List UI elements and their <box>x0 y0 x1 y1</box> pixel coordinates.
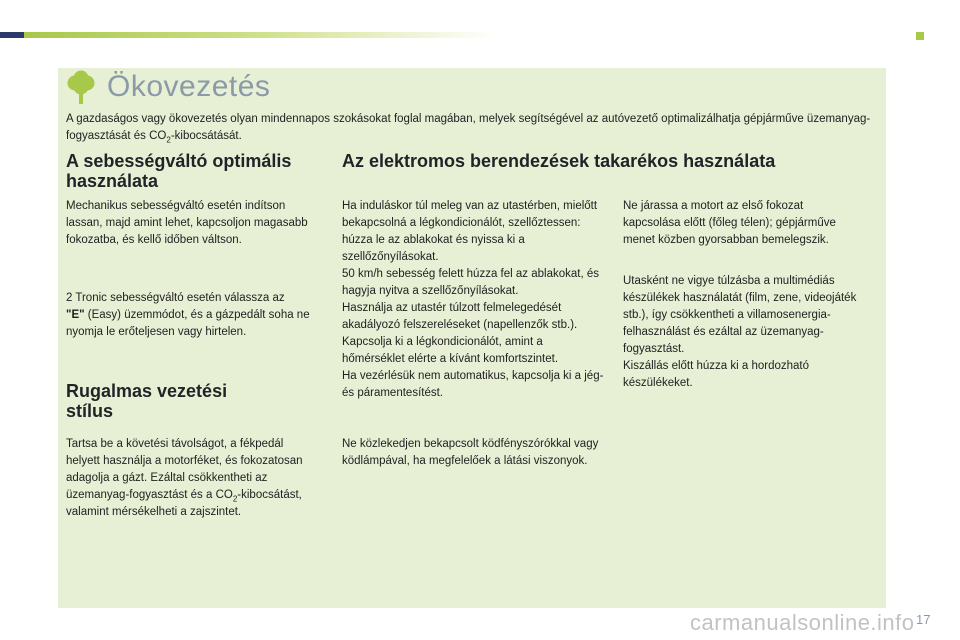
electric-col2-para3: Kiszállás előtt húzza ki a hordozható készülékeket. <box>623 360 810 389</box>
electric-col1-para2: 50 km/h sebesség felett húzza fel az ablakokat, és hagyja nyitva a szellőzőnyílásokat. <box>342 268 599 297</box>
gear-tronic-paragraph: 2 Tronic sebességváltó esetén válassza az "E" (Easy) üzemmódot, és a gázpedált soha ne nyomja le erőteljesen vagy hirtelen. <box>66 292 310 338</box>
flexible-driving-paragraph: Tartsa be a követési távolságot, a fékpedál helyett használja a motorféket, és fokozatosan adagolja a gázt. Ezáltal csökkentheti az üzemanyag-fogyasztást és a $CO_2$-kibocsátást, valamint mérsékelheti a zajszintet. <box>66 438 303 518</box>
top-decor-bar <box>0 32 930 38</box>
heading-gear: A sebességváltó optimális használata <box>66 151 292 191</box>
top-bar-navy-segment <box>0 32 24 38</box>
intro-paragraph: A gazdaságos vagy ökovezetés olyan mindennapos szokásokat foglal magában, melyek segítségével az autóvezető optimalizálhatja gépjárműve üzemanyag-fogyasztását és $CO_2$-kibocsátását. <box>66 113 871 145</box>
electric-col1-block <box>342 198 604 402</box>
watermark-text: carmanualsonline.info <box>690 610 915 635</box>
page-title: Ökovezetés <box>107 70 271 103</box>
electric-col2-para2: Utasként ne vigye túlzásba a multimédiás készülékek használatát (film, zene, videojáték stb.), így csökkentheti a villamosenergia-felhasználást és ezáltal az üzemanyag-fogyasztást. <box>623 275 857 355</box>
electric-col2-para1: Ne járassa a motort az első fokozat kapcsolása előtt (főleg télen); gépjárműve menet közben gyorsabban bemelegszik. <box>623 200 836 246</box>
electric-col1-para1: Ha induláskor túl meleg van az utastérben, mielőtt bekapcsolná a légkondicionálót, szellőztessen: húzza le az ablakokat és nyissa ki a szellőzőnyílásokat. <box>342 200 598 263</box>
gear-manual-paragraph: Mechanikus sebességváltó esetén indítson lassan, majd amint lehet, kapcsoljon magasabb fokozatba, és kellő időben váltson. <box>66 200 308 246</box>
heading-electric: Az elektromos berendezések takarékos használata <box>342 151 776 171</box>
heading-flexible-driving: Rugalmas vezetési stílus <box>66 381 228 421</box>
electric-col1-para6: Ne közlekedjen bekapcsolt ködfényszórókkal vagy ködlámpával, ha megfelelőek a látási viszonyok. <box>342 438 599 467</box>
electric-col1-para4: Kapcsolja ki a légkondicionálót, amint a hőmérséklet elérte a kívánt komfortszintet. <box>342 336 559 365</box>
tree-icon <box>66 70 96 106</box>
corner-square <box>916 32 924 40</box>
page-number: 17 <box>916 612 931 627</box>
electric-col1-para3: Használja az utastér túlzott felmelegedését akadályozó felszereléseket (napellenzők stb.). <box>342 302 578 331</box>
top-bar-green-gradient <box>24 32 494 38</box>
electric-col2-block <box>623 273 881 392</box>
electric-col1-para5: Ha vezérlésük nem automatikus, kapcsolja ki a jég- és páramentesítést. <box>342 370 604 399</box>
